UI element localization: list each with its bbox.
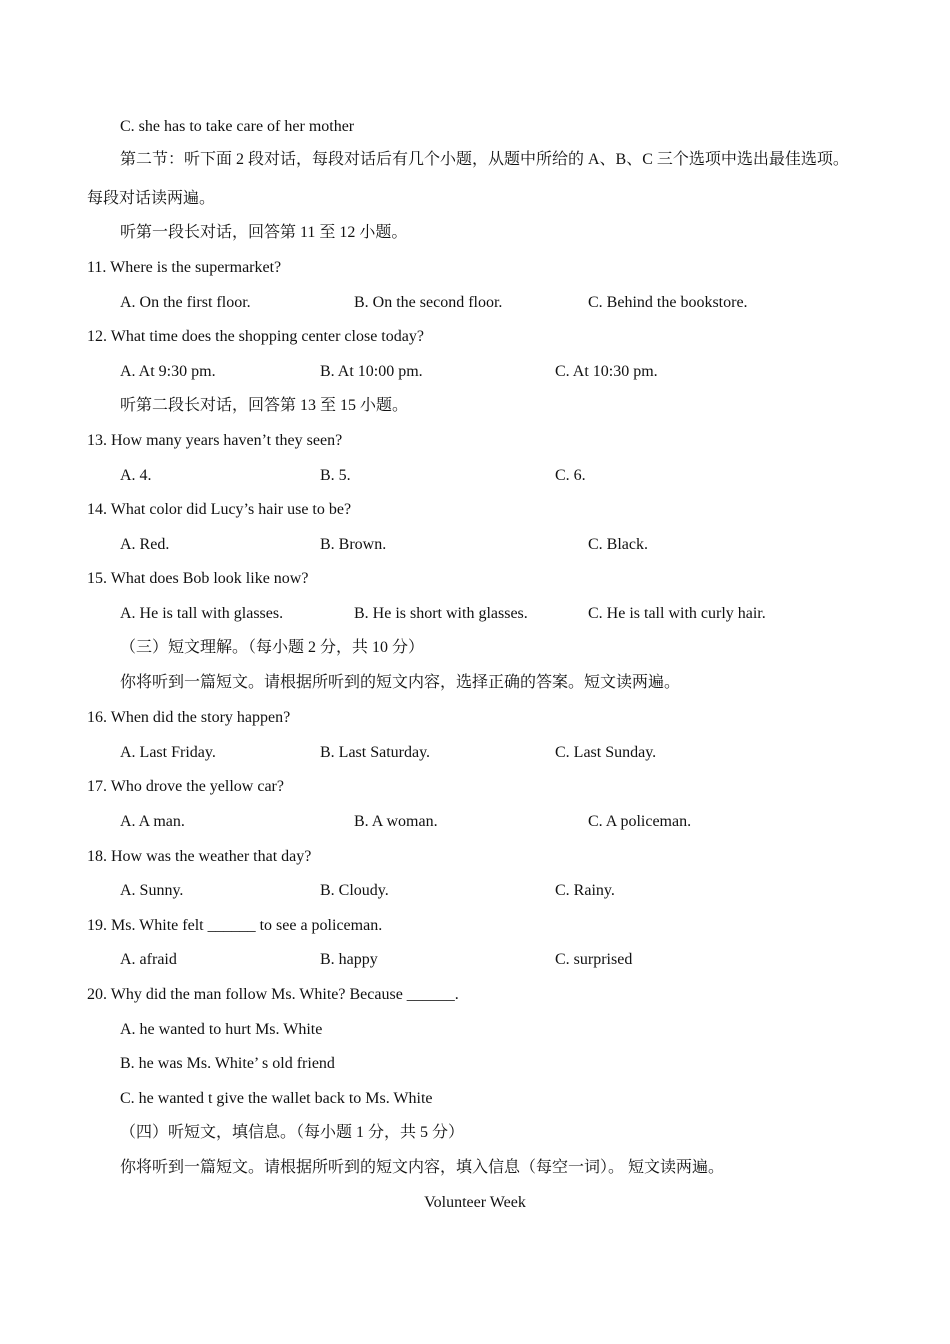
option-a: A. 4.	[120, 467, 152, 484]
option-text: C. she has to take care of her mother	[120, 118, 355, 135]
option-b: B. At 10:00 pm.	[320, 363, 423, 380]
question-text: 11. Where is the supermarket?	[87, 259, 282, 276]
option-b: B. On the second floor.	[354, 294, 503, 311]
option-b: B. 5.	[320, 467, 351, 484]
section-instruction: 你将听到一篇短文。请根据所听到的短文内容，填入信息（每空一词）。 短文读两遍。	[120, 1159, 725, 1176]
option-a: A. Red.	[120, 536, 170, 553]
option-b: B. Brown.	[320, 536, 387, 553]
question-text: 20. Why did the man follow Ms. White? Because ______.	[87, 986, 459, 1003]
option-a: A. A man.	[120, 813, 185, 830]
question-text: 19. Ms. White felt ______ to see a policeman.	[87, 917, 383, 934]
section-instruction: 你将听到一篇短文。请根据所听到的短文内容，选择正确的答案。短文读两遍。	[120, 674, 681, 691]
section-heading: （四）听短文，填信息。（每小题 1 分，共 5 分）	[120, 1124, 465, 1141]
section-instruction: 第二节：听下面 2 段对话，每段对话后有几个小题，从题中所给的 A、B、C 三个选项中选出最佳选项。	[120, 151, 849, 168]
question-text: 12. What time does the shopping center close today?	[87, 328, 424, 345]
option-a: A. At 9:30 pm.	[120, 363, 216, 380]
option-b: B. Last Saturday.	[320, 744, 431, 761]
option-b: B. He is short with glasses.	[354, 605, 528, 622]
question-text: 18. How was the weather that day?	[87, 848, 312, 865]
option-c: C. 6.	[555, 467, 586, 484]
dialogue-instruction: 听第二段长对话，回答第 13 至 15 小题。	[120, 397, 409, 414]
question-text: 15. What does Bob look like now?	[87, 570, 309, 587]
section-heading: （三）短文理解。（每小题 2 分，共 10 分）	[120, 639, 425, 656]
option-c: C. Behind the bookstore.	[588, 294, 748, 311]
option-a: A. afraid	[120, 951, 177, 968]
option-b: B. Cloudy.	[320, 882, 389, 899]
option-a: A. Last Friday.	[120, 744, 216, 761]
option-a: A. he wanted to hurt Ms. White	[120, 1021, 323, 1038]
passage-title: Volunteer Week	[424, 1194, 526, 1211]
option-c: C. Rainy.	[555, 882, 615, 899]
question-text: 16. When did the story happen?	[87, 709, 291, 726]
option-a: A. He is tall with glasses.	[120, 605, 284, 622]
option-c: C. Black.	[588, 536, 648, 553]
option-c: C. Last Sunday.	[555, 744, 657, 761]
question-text: 13. How many years haven’t they seen?	[87, 432, 343, 449]
dialogue-instruction: 听第一段长对话，回答第 11 至 12 小题。	[120, 224, 408, 241]
option-c: C. He is tall with curly hair.	[588, 605, 766, 622]
option-c: C. At 10:30 pm.	[555, 363, 658, 380]
option-b: B. happy	[320, 951, 378, 968]
section-instruction-cont: 每段对话读两遍。	[87, 190, 216, 207]
option-c: C. A policeman.	[588, 813, 692, 830]
option-a: A. On the first floor.	[120, 294, 251, 311]
option-a: A. Sunny.	[120, 882, 184, 899]
option-c: C. he wanted t give the wallet back to Ms. White	[120, 1090, 433, 1107]
option-c: C. surprised	[555, 951, 633, 968]
option-b: B. A woman.	[354, 813, 438, 830]
question-text: 14. What color did Lucy’s hair use to be?	[87, 501, 352, 518]
option-b: B. he was Ms. White’ s old friend	[120, 1055, 335, 1072]
question-text: 17. Who drove the yellow car?	[87, 778, 284, 795]
